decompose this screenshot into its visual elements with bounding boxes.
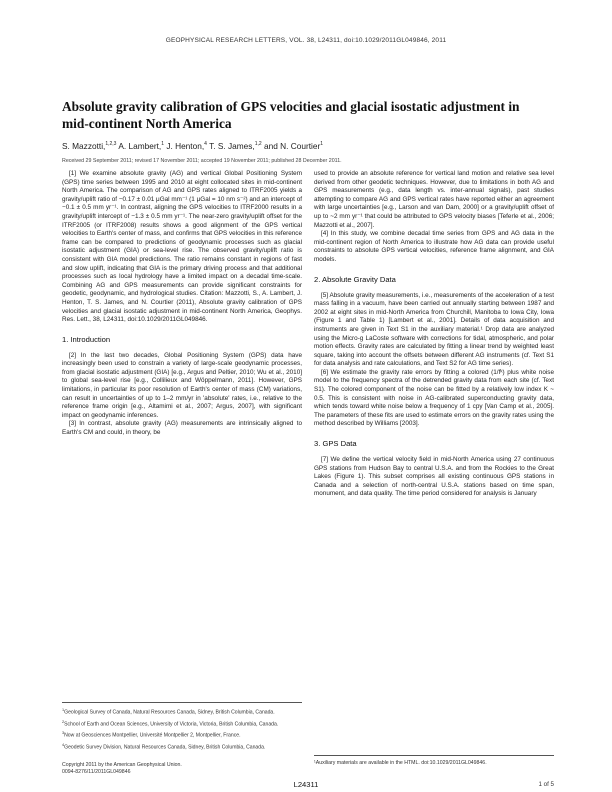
section-heading-introduction: 1. Introduction: [62, 334, 111, 344]
abstract-paragraph: [1] We examine absolute gravity (AG) and vertical Global Positioning System (GPS) time series between 1995 and 2010 at eight collocated sites in mid-continent North America. The comparison of AG and GPS rates aligned to ITRF2005 yields a gravity/uplift ratio of −0.17 ± 0.01 μGal mm⁻¹ (1 μGal = 10 nm s⁻²) and an intercept of −0.1 ± 0.5 mm yr⁻¹. In contrast, aligning the GPS velocities to ITRF2000 results in a gravity/uplift intercept of −1.3 ± 0.5 mm yr⁻¹. The near-zero gravity/uplift offset for the ITRF2005 (or ITRF2008) results shows a good alignment of the GPS vertical velocities to Earth's center of mass, and confirms that GPS velocities in this reference frame can be compared to predictions of geodynamic processes such as glacial isostatic adjustment (GIA) or sea-level rise. The observed gravity/uplift ratio is consistent with GIA model predictions. The ratio remains constant in regions of fast and slow uplift, indicating that GIA is the primary driving process and that additional processes such as local hydrology have a limited impact on a decadal time-scale. Combining AG and GPS measurements can provide significant constraints for geodetic, geodynamic, and hydrological studies. Citation: Mazzotti, S., A. Lambert, J. Henton, T. S. James, and N. Courtier (2011), Absolute gravity calibration of GPS velocities and glacial isostatic adjustment in mid-continent North America, Geophys. Res. Lett., 38, L24311, doi:10.1029/2011GL049846.: [62, 170, 302, 324]
author: A. Lambert,$^1$: [118, 141, 164, 151]
footnote: $^4$Geodetic Survey Division, Natural Resources Canada, Sidney, British Columbia, Canada.: [62, 743, 266, 751]
author: and N. Courtier$^1$: [264, 141, 324, 151]
body-paragraph: [7] We define the vertical velocity field in mid-North America using 27 continuous GPS stations from Hudson Bay to central U.S.A. and from the Rockies to the Great Lakes (Figure 1). This subset comprises all existing continuous GPS stations in Canada and a selection of north-central U.S.A. stations based on time span, monument, and data quality. The time period considered for analysis is January: [314, 456, 554, 498]
paper-title: Absolute gravity calibration of GPS velocities and glacial isostatic adjustment in mid-continent North America: [62, 99, 520, 131]
body-paragraph: [3] In contrast, absolute gravity (AG) measurements are intrinsically aligned to Earth's CM and could, in theory, be: [62, 420, 302, 437]
body-paragraph: [6] We estimate the gravity rate errors by fitting a colored (1/fᵏ) plus white noise model to the frequency spectra of the detrended gravity data from each site (cf. Text S1). The colored component of the noise can be fitted by a relatively low index K ~ 0.5. This is consistent with noise in AG-calibrated superconducting gravity data, which tends toward white noise below a frequency of 1 cpy [Van Camp et al., 2005]. The parameters of these fits are used to estimate errors on the gravity rates using the method described by Williams [2003].: [314, 368, 554, 428]
body-paragraph: [5] Absolute gravity measurements, i.e., measurements of the acceleration of a test mass falling in a vacuum, have been carried out annually starting between 1987 and 2002 at eight sites in mid-North America from Churchill, Manitoba to Iowa City, Iowa (Figure 1 and Table 1) [Lambert et al., 2001]. Details of data acquisition and instruments are given in Text S1 in the auxiliary material.¹ Drop data are analyzed using the Micro-g LaCoste software with corrections for tidal, atmospheric, and polar motion effects. Gravity rates are calculated by fitting a linear trend by weighted least square, taking into account the offsets between different AG instruments (cf. Text S1 for data analysis and rate calculations, and Text S2 for AG time series).: [314, 291, 554, 368]
left-column: [62, 170, 302, 438]
body-paragraph: [4] In this study, we combine decadal time series from GPS and AG data in the mid-continent region of North America to illustrate how AG data can provide useful constraints to absolute GPS vertical velocities, reference frame alignment, and GIA models.: [314, 230, 554, 263]
right-column: [314, 170, 554, 499]
footnote: $^2$School of Earth and Ocean Sciences, University of Victoria, Victoria, British Columbia, Canada.: [62, 719, 279, 728]
section-heading-gps-data: 3. GPS Data: [314, 439, 357, 449]
author: J. Henton,$^4$: [166, 141, 207, 151]
footnote: $^3$Now at Geosciences Montpellier, Université Montpellier 2, Montpellier, France.: [62, 731, 241, 740]
footnote: $^1$Geological Survey of Canada, Natural Resources Canada, Sidney, British Columbia, Canada.: [62, 708, 275, 716]
page-number: 1 of 5: [538, 781, 554, 788]
body-paragraph: [2] In the last two decades, Global Positioning System (GPS) data have increasingly been used to constrain a variety of large-scale geodynamic processes, from glacial isostatic adjustment (GIA) [e.g., Argus and Peltier, 2010; Wu et al., 2010] to global sea-level rise [e.g., Collilieux and Wöppelmann, 2011]. However, GPS limitations, in particular its poor resolution of Earth's center of mass (CM) variations, can result in uncertainties of up to 1–2 mm/yr in 'absolute' rates, i.e., relative to the reference frame origin [e.g., Altamimi et al., 2007; Argus, 2007], with significant impact on geodynamic inferences.: [62, 351, 302, 419]
author: S. Mazzotti,$^{1,2,3}$: [62, 141, 117, 151]
body-paragraph: used to provide an absolute reference for vertical land motion and relative sea level derived from other geodetic techniques. However, due to limitations in both AG and GPS measurements (e.g., data length vs. inter-annual signals), past studies attempting to compare AG and GPS vertical rates have reported either an agreement with large uncertainties [e.g., Larson and van Dam, 2000] or a gravity/uplift offset of up to ~2 mm yr⁻¹ that could be attributed to GPS velocity biases [Teferle et al., 2006; Mazzotti et al., 2007].: [314, 170, 554, 229]
author: T. S. James,$^{1,2}$: [209, 141, 262, 151]
journal-header: GEOPHYSICAL RESEARCH LETTERS, VOL. 38, L24311, doi:10.1029/2011GL049846, 2011: [165, 37, 447, 44]
section-heading-absolute-gravity: 2. Absolute Gravity Data: [314, 274, 396, 284]
received-dates: Received 29 September 2011; revised 17 November 2011; accepted 19 November 2011; published 28 December 2011.: [62, 158, 342, 164]
affiliation-footnotes: [62, 702, 302, 754]
auxiliary-footnote: ¹Auxiliary materials are available in the HTML. doi:10.1029/2011GL049846.: [314, 755, 554, 767]
author-list: [62, 141, 562, 151]
copyright-notice: Copyright 2011 by the American Geophysical Union. 0094-8276/11/2011GL049846: [62, 762, 182, 775]
article-id: L24311: [293, 780, 319, 789]
